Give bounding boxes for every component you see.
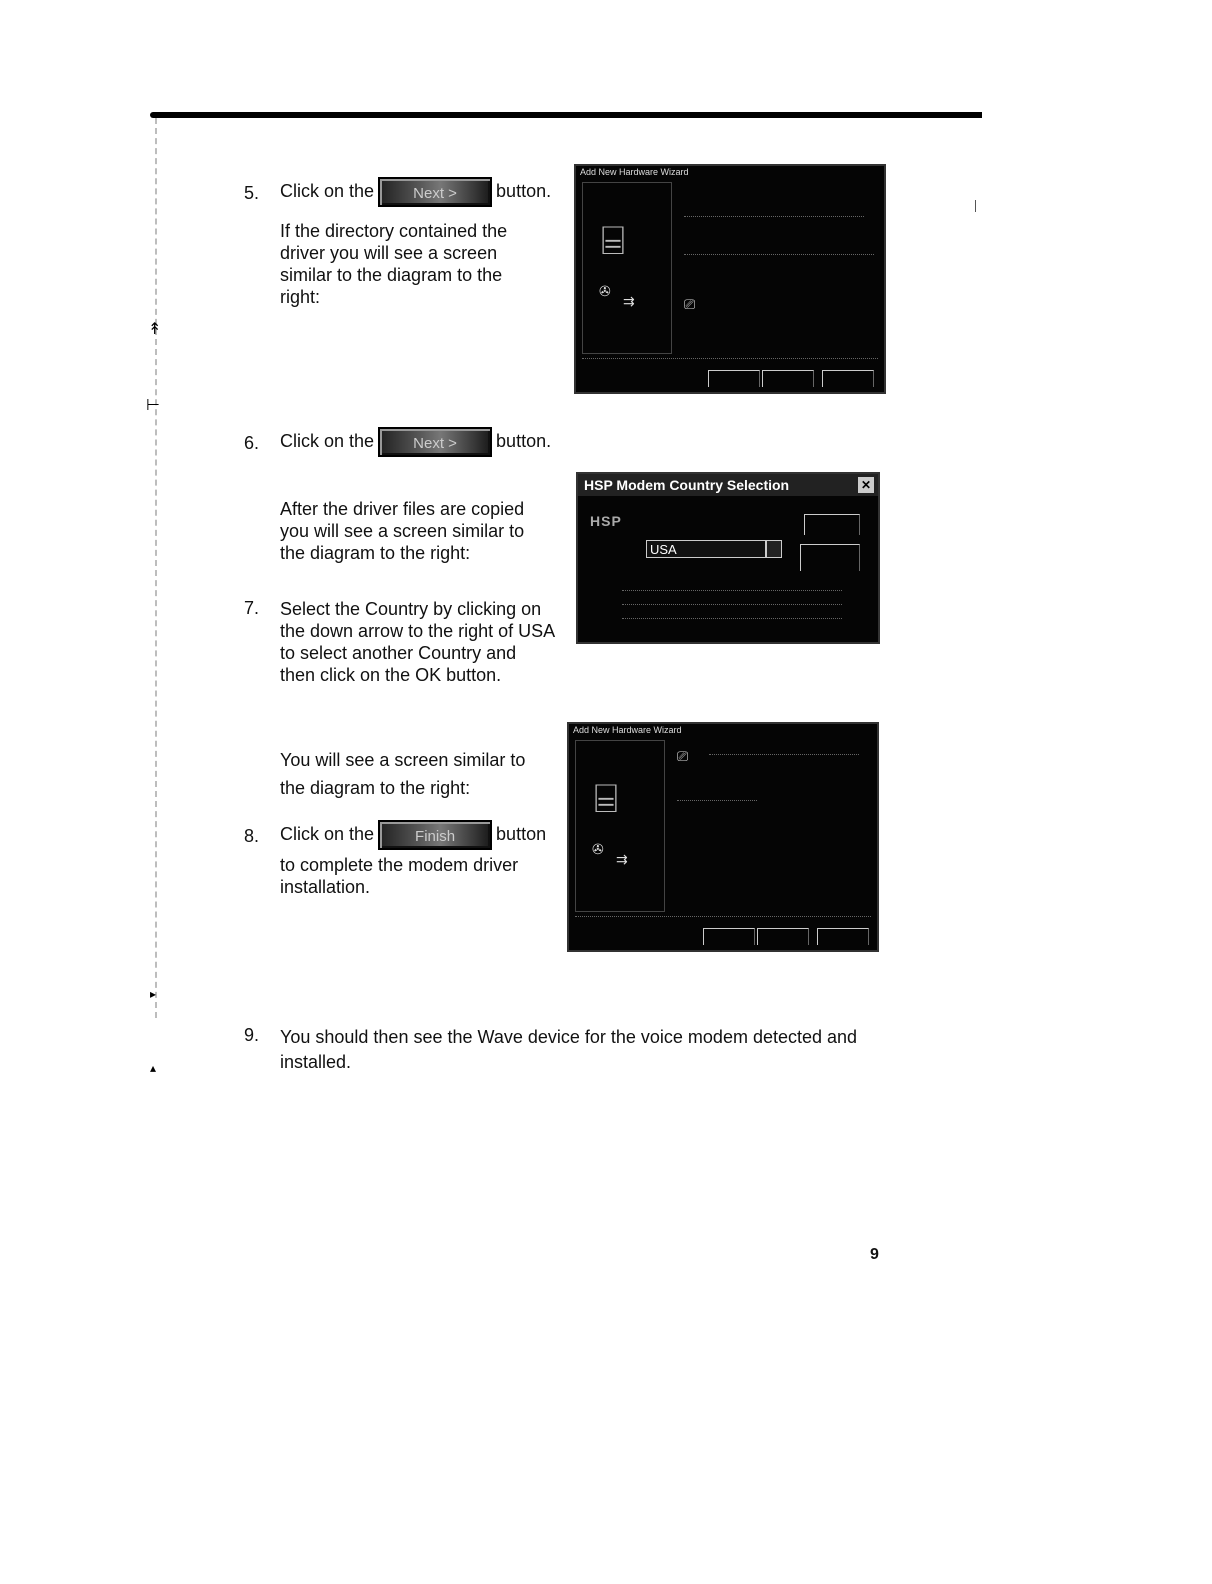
step-number: 7.	[244, 598, 260, 618]
step-8-detail: to complete the modem driver installation.	[280, 855, 519, 897]
next-button-image: Next >	[378, 177, 492, 207]
window-title: Add New Hardware Wizard	[573, 725, 682, 735]
scan-mark: ⊢	[146, 397, 160, 414]
wizard-screenshot-2	[567, 722, 879, 952]
window-title: Add New Hardware Wizard	[580, 167, 689, 177]
hsp-logo: HSP	[590, 513, 622, 529]
device-icon: ⎚	[677, 748, 689, 764]
computer-icon: ⌸	[594, 777, 618, 821]
next-button	[762, 370, 814, 387]
next-button-image: Next >	[378, 427, 492, 457]
step-5-line	[280, 177, 580, 207]
text-line	[622, 618, 842, 620]
wizard-art-panel	[575, 740, 665, 912]
text-line	[622, 590, 842, 592]
text-line	[622, 604, 842, 606]
computer-icon: ⌸	[601, 219, 625, 263]
step-6-detail: After the driver files are copied you will see a screen similar to the diagram to the right:	[280, 499, 525, 563]
header-rule	[150, 112, 982, 118]
arrows-icon: ⇉	[616, 851, 628, 867]
arrows-icon: ⇉	[623, 293, 635, 309]
wizard-art-panel	[582, 182, 672, 354]
close-icon: ✕	[858, 477, 874, 493]
cancel-button	[822, 370, 874, 387]
separator	[575, 916, 871, 918]
finish-button-image: Finish	[378, 820, 492, 850]
scan-mark: ↟	[148, 321, 162, 338]
step-text: button.	[496, 180, 552, 201]
device-icon: ⎚	[684, 296, 696, 312]
page-number: 9	[870, 1246, 879, 1263]
step-8-line	[280, 820, 580, 850]
step-text: Click on the	[280, 430, 375, 451]
step-number: 5.	[244, 183, 260, 203]
back-button	[703, 928, 755, 945]
window-title: HSP Modem Country Selection	[578, 474, 878, 496]
step-text: Click on the	[280, 180, 375, 201]
country-select: USA	[646, 540, 766, 558]
step-text: Click on the	[280, 823, 375, 844]
text-line	[684, 216, 864, 218]
scan-mark: ▸	[150, 987, 157, 1001]
step-7-text: Select the Country by clicking on the down arrow to the right of USA to select another Country and then click on the OK button.	[280, 599, 555, 685]
text-line	[709, 754, 859, 756]
ok-button	[804, 514, 860, 535]
cancel-button	[800, 544, 860, 571]
text-line	[684, 254, 874, 256]
separator	[582, 358, 878, 360]
step-5-detail: If the directory contained the driver you will see a screen similar to the diagram to the right:	[280, 221, 508, 307]
step-6-line	[280, 427, 580, 457]
chevron-down-icon	[766, 540, 782, 558]
step-number: 6.	[244, 433, 260, 453]
step-number: 8.	[244, 826, 260, 846]
step-number: 9.	[244, 1025, 260, 1045]
disc-icon: ✇	[592, 841, 604, 857]
wizard-screenshot-1	[574, 164, 886, 394]
step-9-text: You should then see the Wave device for the voice modem detected and installed.	[280, 1027, 858, 1072]
scan-mark	[975, 200, 976, 212]
step-text: button	[496, 823, 547, 844]
finish-button	[757, 928, 809, 945]
disc-icon: ✇	[599, 283, 611, 299]
country-selection-screenshot	[576, 472, 880, 644]
cancel-button	[817, 928, 869, 945]
scan-mark: ▴	[150, 1061, 157, 1075]
scan-margin-line	[155, 118, 159, 1018]
back-button	[708, 370, 760, 387]
step-text: button.	[496, 430, 552, 451]
text-line	[677, 800, 757, 802]
step-8-intro: You will see a screen similar to the diagram to the right:	[280, 750, 526, 798]
